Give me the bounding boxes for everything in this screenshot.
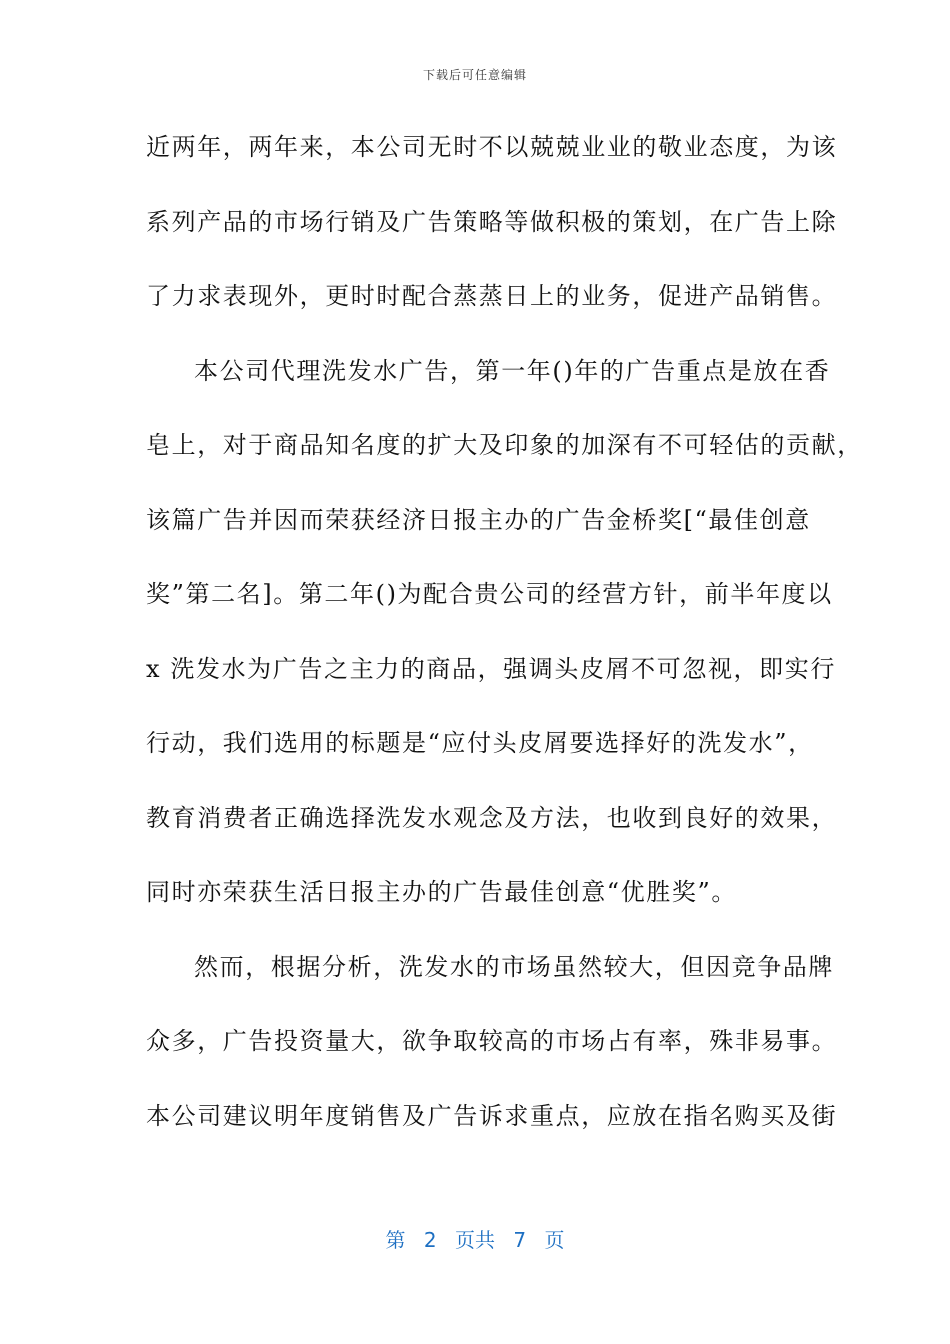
text-line: 系列产品的市场行销及广告策略等做积极的策划，在广告上除 <box>146 207 838 236</box>
text-line: 奖”第二名]。第二年()为配合贵公司的经营方针，前半年度以 <box>146 580 833 608</box>
text-line: 了力求表现外，更时时配合蒸蒸日上的业务，促进产品销售。 <box>146 282 838 310</box>
footer-label-ye: 页 <box>544 1228 565 1252</box>
text-line: 众多，广告投资量大，欲争取较高的市场占有率，殊非易事。 <box>146 1027 838 1055</box>
text-line: 本公司建议明年度销售及广告诉求重点，应放在指名购买及街 <box>146 1101 838 1130</box>
header-note: 下载后可任意编辑 <box>422 68 527 82</box>
paragraph-start-line: 本公司代理洗发水广告，第一年()年的广告重点是放在香 <box>194 356 831 385</box>
footer-page-total: 7 <box>513 1228 527 1252</box>
text-line: 同时亦荣获生活日报主办的广告最佳创意“优胜奖”。 <box>146 878 737 906</box>
footer-page-current: 2 <box>423 1228 437 1252</box>
text-line: 该篇广告并因而荣获经济日报主办的广告金桥奖[“最佳创意 <box>146 505 811 534</box>
body-text <box>146 124 863 1167</box>
paragraph-start-line: 然而，根据分析，洗发水的市场虽然较大，但因竞争品牌 <box>194 952 834 981</box>
footer-label-di: 第 <box>385 1228 406 1252</box>
text-line: 教育消费者正确选择洗发水观念及方法，也收到良好的效果， <box>146 803 838 832</box>
text-line: x 洗发水为广告之主力的商品，强调头皮屑不可忽视，即实行 <box>146 654 836 683</box>
page-footer <box>0 1224 950 1253</box>
text-line: 皂上，对于商品知名度的扩大及印象的加深有不可轻估的贡献， <box>146 431 863 459</box>
text-line: 行动，我们选用的标题是“应付头皮屑要选择好的洗发水”， <box>146 729 814 757</box>
footer-label-ye-gong: 页共 <box>455 1228 495 1252</box>
text-line: 近两年，两年来，本公司无时不以兢兢业业的敬业态度，为该 <box>146 133 838 161</box>
